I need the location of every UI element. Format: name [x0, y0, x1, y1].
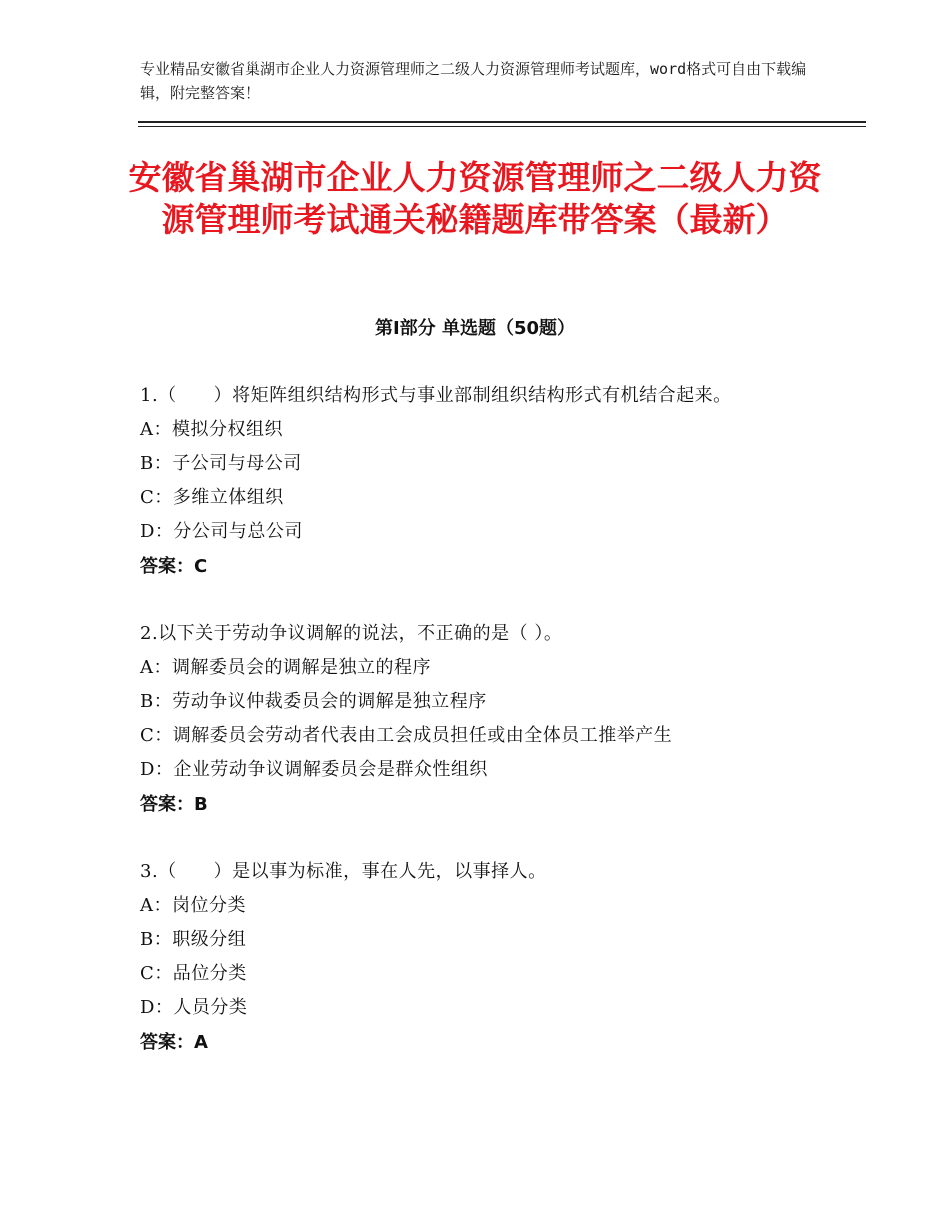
- question-1: [140, 379, 820, 585]
- header-divider-thin: [138, 126, 866, 127]
- question-list: [140, 379, 820, 1093]
- option-c: C：品位分类: [140, 963, 247, 984]
- question-stem: 3.（ ）是以事为标准，事在人先，以事择人。: [140, 861, 547, 882]
- question-stem: 2.以下关于劳动争议调解的说法，不正确的是（ ）。: [140, 623, 563, 644]
- option-b: B：劳动争议仲裁委员会的调解是独立程序: [140, 691, 487, 712]
- question-stem: 1.（ ）将矩阵组织结构形式与事业部制组织结构形式有机结合起来。: [140, 385, 732, 406]
- option-b: B：职级分组: [140, 929, 247, 950]
- option-b: B：子公司与母公司: [140, 453, 302, 474]
- option-a: A：岗位分类: [140, 895, 246, 916]
- answer: 答案：A: [140, 1032, 208, 1053]
- option-d: D：人员分类: [140, 997, 248, 1018]
- question-2: [140, 617, 820, 823]
- section-heading: 第Ⅰ部分 单选题（50题）: [374, 318, 575, 339]
- option-c: C：调解委员会劳动者代表由工会成员担任或由全体员工推举产生: [140, 725, 673, 746]
- question-3: [140, 855, 820, 1061]
- option-a: A：调解委员会的调解是独立的程序: [140, 657, 431, 678]
- option-a: A：模拟分权组织: [140, 419, 283, 440]
- option-c: C：多维立体组织: [140, 487, 284, 508]
- option-d: D：企业劳动争议调解委员会是群众性组织: [140, 759, 488, 780]
- header-divider-thick: [138, 121, 866, 123]
- option-d: D：分公司与总公司: [140, 521, 303, 542]
- header-note: 专业精品安徽省巢湖市企业人力资源管理师之二级人力资源管理师考试题库，word格式可自由下载编辑，附完整答案！: [140, 60, 807, 102]
- document-title: 安徽省巢湖市企业人力资源管理师之二级人力资源管理师考试通关秘籍题库带答案（最新）: [128, 158, 822, 239]
- answer: 答案：C: [140, 556, 208, 577]
- answer: 答案：B: [140, 794, 208, 815]
